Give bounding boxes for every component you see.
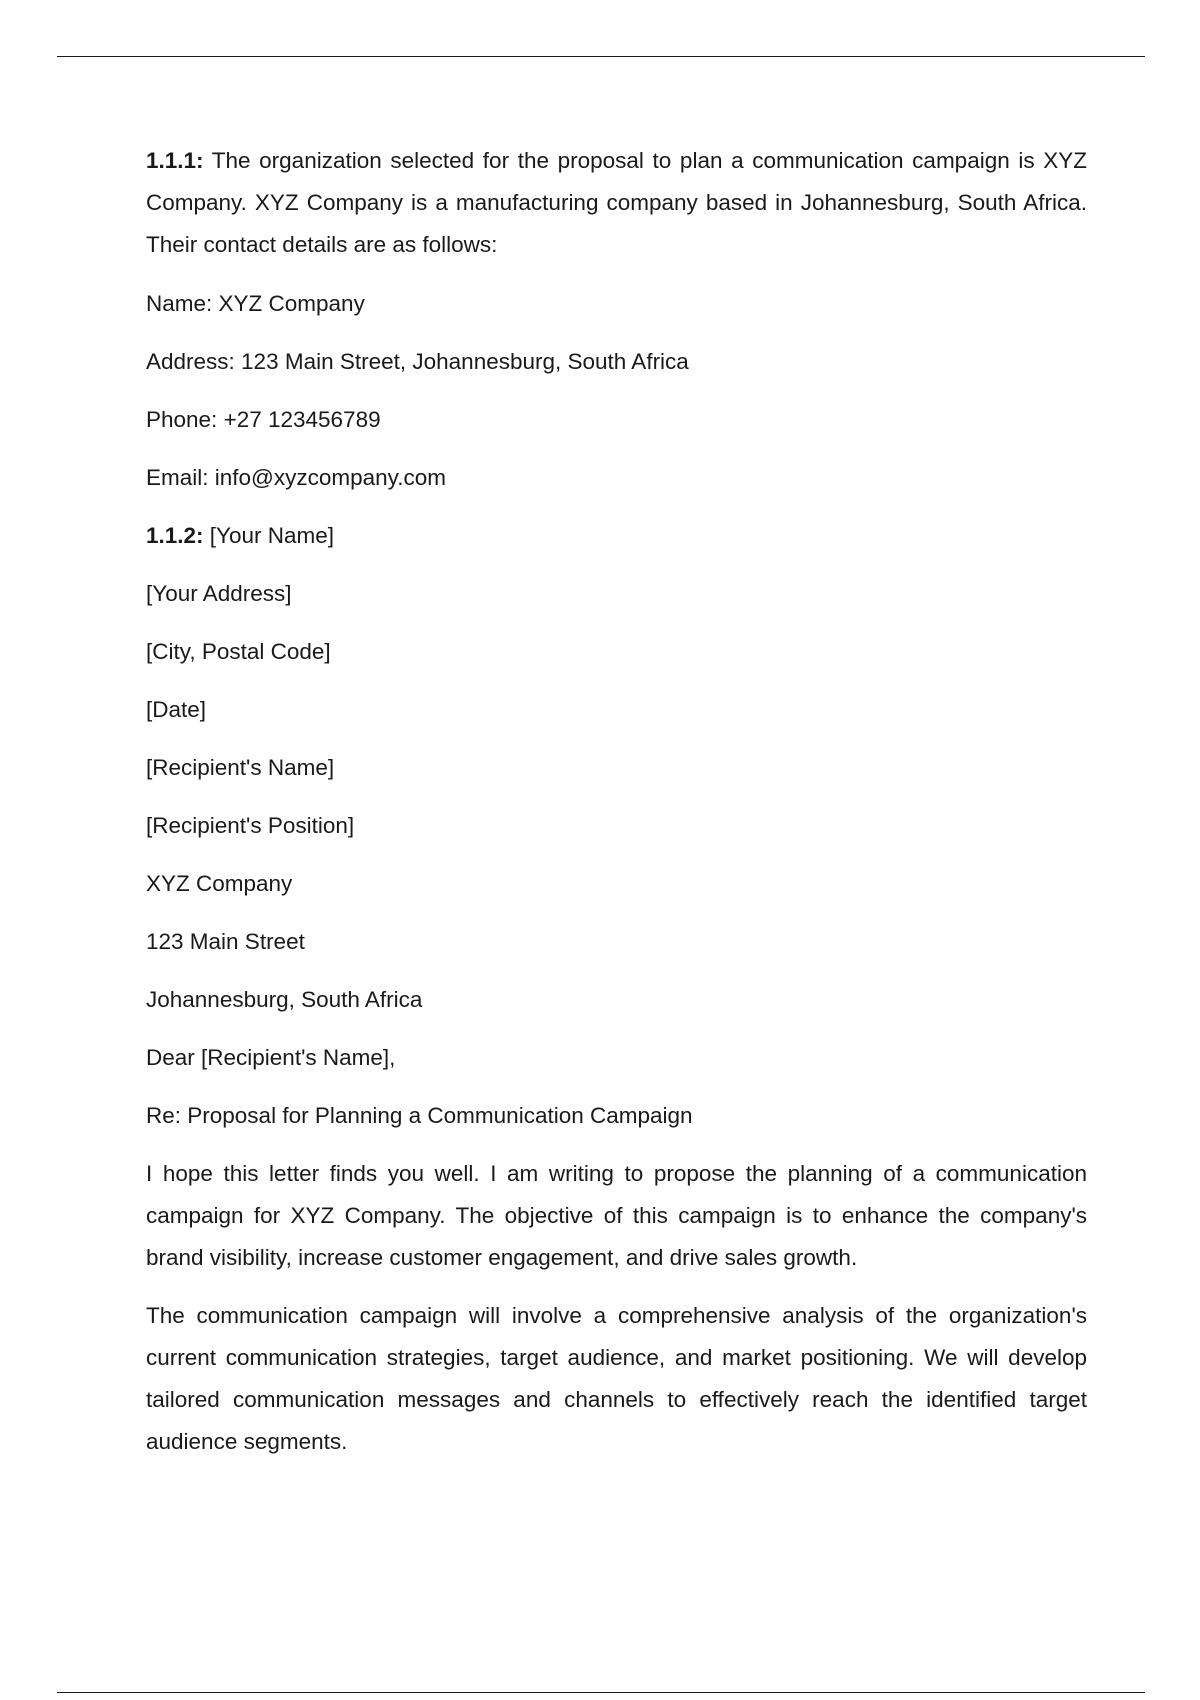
recipient-street: 123 Main Street — [146, 928, 305, 954]
letter-paragraph-1: I hope this letter finds you well. I am writing to propose the planning of a communication campaign for XYZ Company. The objective of this campaign is to enhance the company's brand visibility, increase customer engagement, and drive sales growth. — [146, 1160, 1087, 1270]
sender-address: [Your Address] — [146, 580, 292, 606]
letter-salutation: Dear [Recipient's Name], — [146, 1044, 396, 1070]
contact-phone: Phone: +27 123456789 — [146, 406, 381, 432]
section-1-1-1-label: 1.1.1: — [146, 148, 204, 173]
section-1-1-2-paragraph — [146, 515, 1087, 557]
contact-address: Address: 123 Main Street, Johannesburg, South Africa — [146, 348, 689, 374]
recipient-name: [Recipient's Name] — [146, 754, 335, 780]
document-body — [146, 140, 1087, 1480]
contact-name: Name: XYZ Company — [146, 290, 365, 316]
recipient-city: Johannesburg, South Africa — [146, 986, 423, 1012]
header-rule — [57, 56, 1145, 57]
letter-date: [Date] — [146, 696, 207, 722]
sender-city-postal: [City, Postal Code] — [146, 638, 331, 664]
section-1-1-1-paragraph — [146, 140, 1087, 266]
recipient-company: XYZ Company — [146, 870, 293, 896]
recipient-position: [Recipient's Position] — [146, 812, 355, 838]
footer-rule — [57, 1692, 1145, 1693]
section-1-1-2-label: 1.1.2: — [146, 522, 204, 548]
section-1-1-1-text: The organization selected for the proposal to plan a communication campaign is XYZ Company. XYZ Company is a manufacturing company based in Johannesburg, South Africa. Their contact details are as follows: — [146, 148, 1087, 257]
letter-paragraph-2: The communication campaign will involve a comprehensive analysis of the organization's current communication strategies, target audience, and market positioning. We will develop tailored communication messages and channels to effectively reach the identified target audience segments. — [146, 1303, 1087, 1454]
letter-subject: Re: Proposal for Planning a Communication Campaign — [146, 1102, 693, 1128]
contact-email: Email: info@xyzcompany.com — [146, 464, 447, 490]
sender-name: [Your Name] — [203, 522, 335, 548]
